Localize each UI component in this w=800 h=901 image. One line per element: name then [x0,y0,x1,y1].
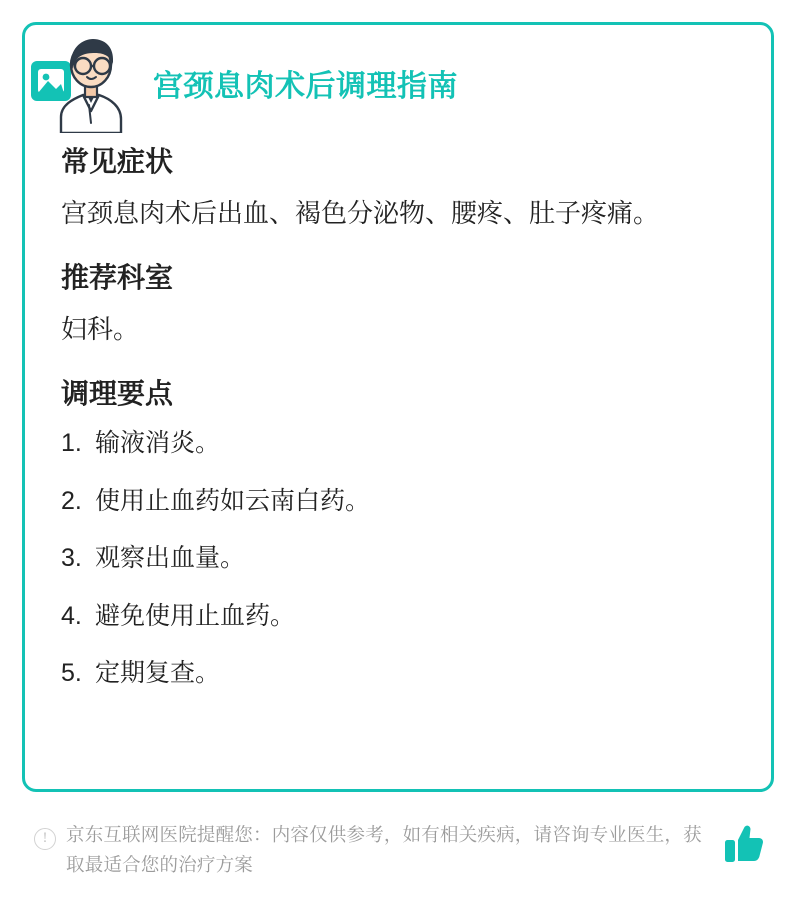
list-item-number: 1. [61,429,82,458]
section-heading: 推荐科室 [61,261,174,293]
section-paragraph: 妇科。 [61,313,140,344]
section-heading: 调理要点 [61,377,174,409]
thumbs-up-icon[interactable] [724,822,764,866]
list-item [61,426,741,462]
list-item-label: 定期复查。 [95,659,221,688]
section-symptoms [61,143,741,233]
list-item [61,541,741,577]
list-item [61,484,741,520]
list-item-number: 2. [61,486,82,515]
care-points-list [61,426,741,692]
footer-disclaimer [22,812,774,880]
list-item [61,656,741,692]
list-item-number: 5. [61,659,82,688]
list-item-label: 输液消炎。 [95,429,221,458]
list-item-label: 避免使用止血药。 [95,601,296,630]
list-item-label: 观察出血量。 [95,544,246,573]
page-title: 宫颈息肉术后调理指南 [153,70,458,103]
list-item [61,599,741,635]
list-item-label: 使用止血药如云南白药。 [95,486,371,515]
content-body [61,143,741,692]
list-item-number: 4. [61,601,82,630]
section-paragraph: 宫颈息肉术后出血、褐色分泌物、腰疼、肚子疼痛。 [61,197,660,228]
section-department [61,259,741,349]
info-icon: ! [34,828,56,850]
doctor-avatar-icon [25,25,137,133]
section-heading: 常见症状 [61,146,174,177]
section-care-points [61,375,741,692]
guide-card [22,22,774,792]
list-item-number: 3. [61,544,82,573]
disclaimer-text: 京东互联网医院提醒您：内容仅供参考，如有相关疾病，请咨询专业医生，获取最适合您的治疗方案 [66,824,702,875]
